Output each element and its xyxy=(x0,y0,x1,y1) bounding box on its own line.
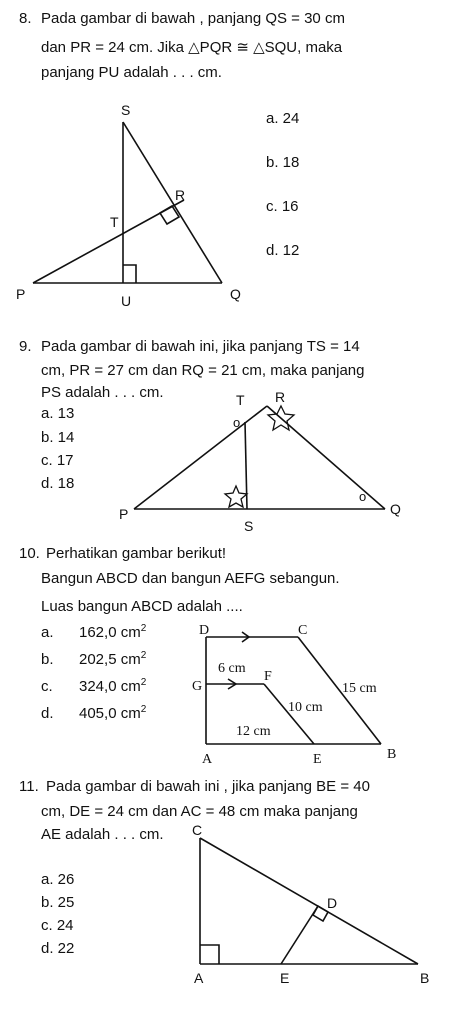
label-C: C xyxy=(192,822,203,838)
label-P: P xyxy=(16,286,26,302)
option-b: b. 18 xyxy=(266,154,300,171)
label-C: C xyxy=(298,623,308,638)
question-text-line: AE adalah . . . cm. xyxy=(41,826,164,843)
label-D: D xyxy=(199,623,210,638)
label-S: S xyxy=(121,102,131,118)
option-c: c. 16 xyxy=(266,198,299,215)
question-text-line: PS adalah . . . cm. xyxy=(41,384,164,401)
label-S: S xyxy=(244,518,254,534)
question-text-line: Pada gambar di bawah ini, jika panjang TS = 14 xyxy=(41,338,360,355)
measure-6cm: 6 cm xyxy=(218,661,246,676)
question-text-line: panjang PU adalah . . . cm. xyxy=(41,64,222,81)
option-d: d. 405,0 $cm^2$ xyxy=(41,704,147,722)
label-F: F xyxy=(264,669,272,684)
label-B: B xyxy=(420,970,430,986)
label-A: A xyxy=(202,752,213,767)
option-d: d. 18 xyxy=(41,475,75,492)
option-b: b. 14 xyxy=(41,429,75,446)
label-E: E xyxy=(313,752,322,767)
label-R: R xyxy=(275,389,286,405)
question-text-line: Pada gambar di bawah , panjang QS = 30 cm xyxy=(41,10,345,27)
label-A: A xyxy=(194,970,204,986)
measure-12cm: 12 cm xyxy=(236,724,271,739)
label-Q: Q xyxy=(390,501,401,517)
question-number: 8. xyxy=(19,10,32,27)
question-text-line: Bangun ABCD dan bangun AEFG sebangun. xyxy=(41,570,340,587)
measure-10cm: 10 cm xyxy=(288,700,323,715)
question-number: 9. xyxy=(19,338,32,355)
question-text-line: dan PR = 24 cm. Jika △PQR ≅ △SQU, maka xyxy=(41,39,343,56)
question-text-line: cm, PR = 27 cm dan RQ = 21 cm, maka panjang xyxy=(41,362,365,379)
option-b: b. 25 xyxy=(41,894,75,911)
label-U: U xyxy=(121,293,132,309)
option-c: c. 24 xyxy=(41,917,74,934)
label-T: T xyxy=(236,392,245,408)
option-b: b. 202,5 $cm^2$ xyxy=(41,650,147,668)
question-text-line: Luas bangun ABCD adalah .... xyxy=(41,598,243,615)
angle-mark: o xyxy=(359,489,367,504)
option-c: c. 324,0 $cm^2$ xyxy=(41,677,147,695)
angle-mark: o xyxy=(233,415,241,430)
question-text-line: Perhatikan gambar berikut! xyxy=(46,545,227,562)
option-a: a. 162,0 $cm^2$ xyxy=(41,623,147,641)
label-P: P xyxy=(119,506,129,522)
label-R: R xyxy=(175,187,186,203)
option-a: a. 24 xyxy=(266,110,300,127)
label-Q: Q xyxy=(230,286,241,302)
label-T: T xyxy=(110,214,119,230)
question-text-line: cm, DE = 24 cm dan AC = 48 cm maka panjang xyxy=(41,803,358,820)
label-G: G xyxy=(192,679,203,694)
question-number: 11. xyxy=(19,778,39,795)
label-E: E xyxy=(280,970,290,986)
question-text-line: Pada gambar di bawah ini , jika panjang BE = 40 xyxy=(46,778,370,795)
option-a: a. 26 xyxy=(41,871,75,888)
measure-15cm: 15 cm xyxy=(342,681,377,696)
option-d: d. 22 xyxy=(41,940,75,957)
label-B: B xyxy=(387,747,397,762)
question-number: 10. xyxy=(19,545,40,562)
label-D: D xyxy=(327,895,338,911)
option-c: c. 17 xyxy=(41,452,74,469)
option-a: a. 13 xyxy=(41,405,75,422)
option-d: d. 12 xyxy=(266,242,300,259)
